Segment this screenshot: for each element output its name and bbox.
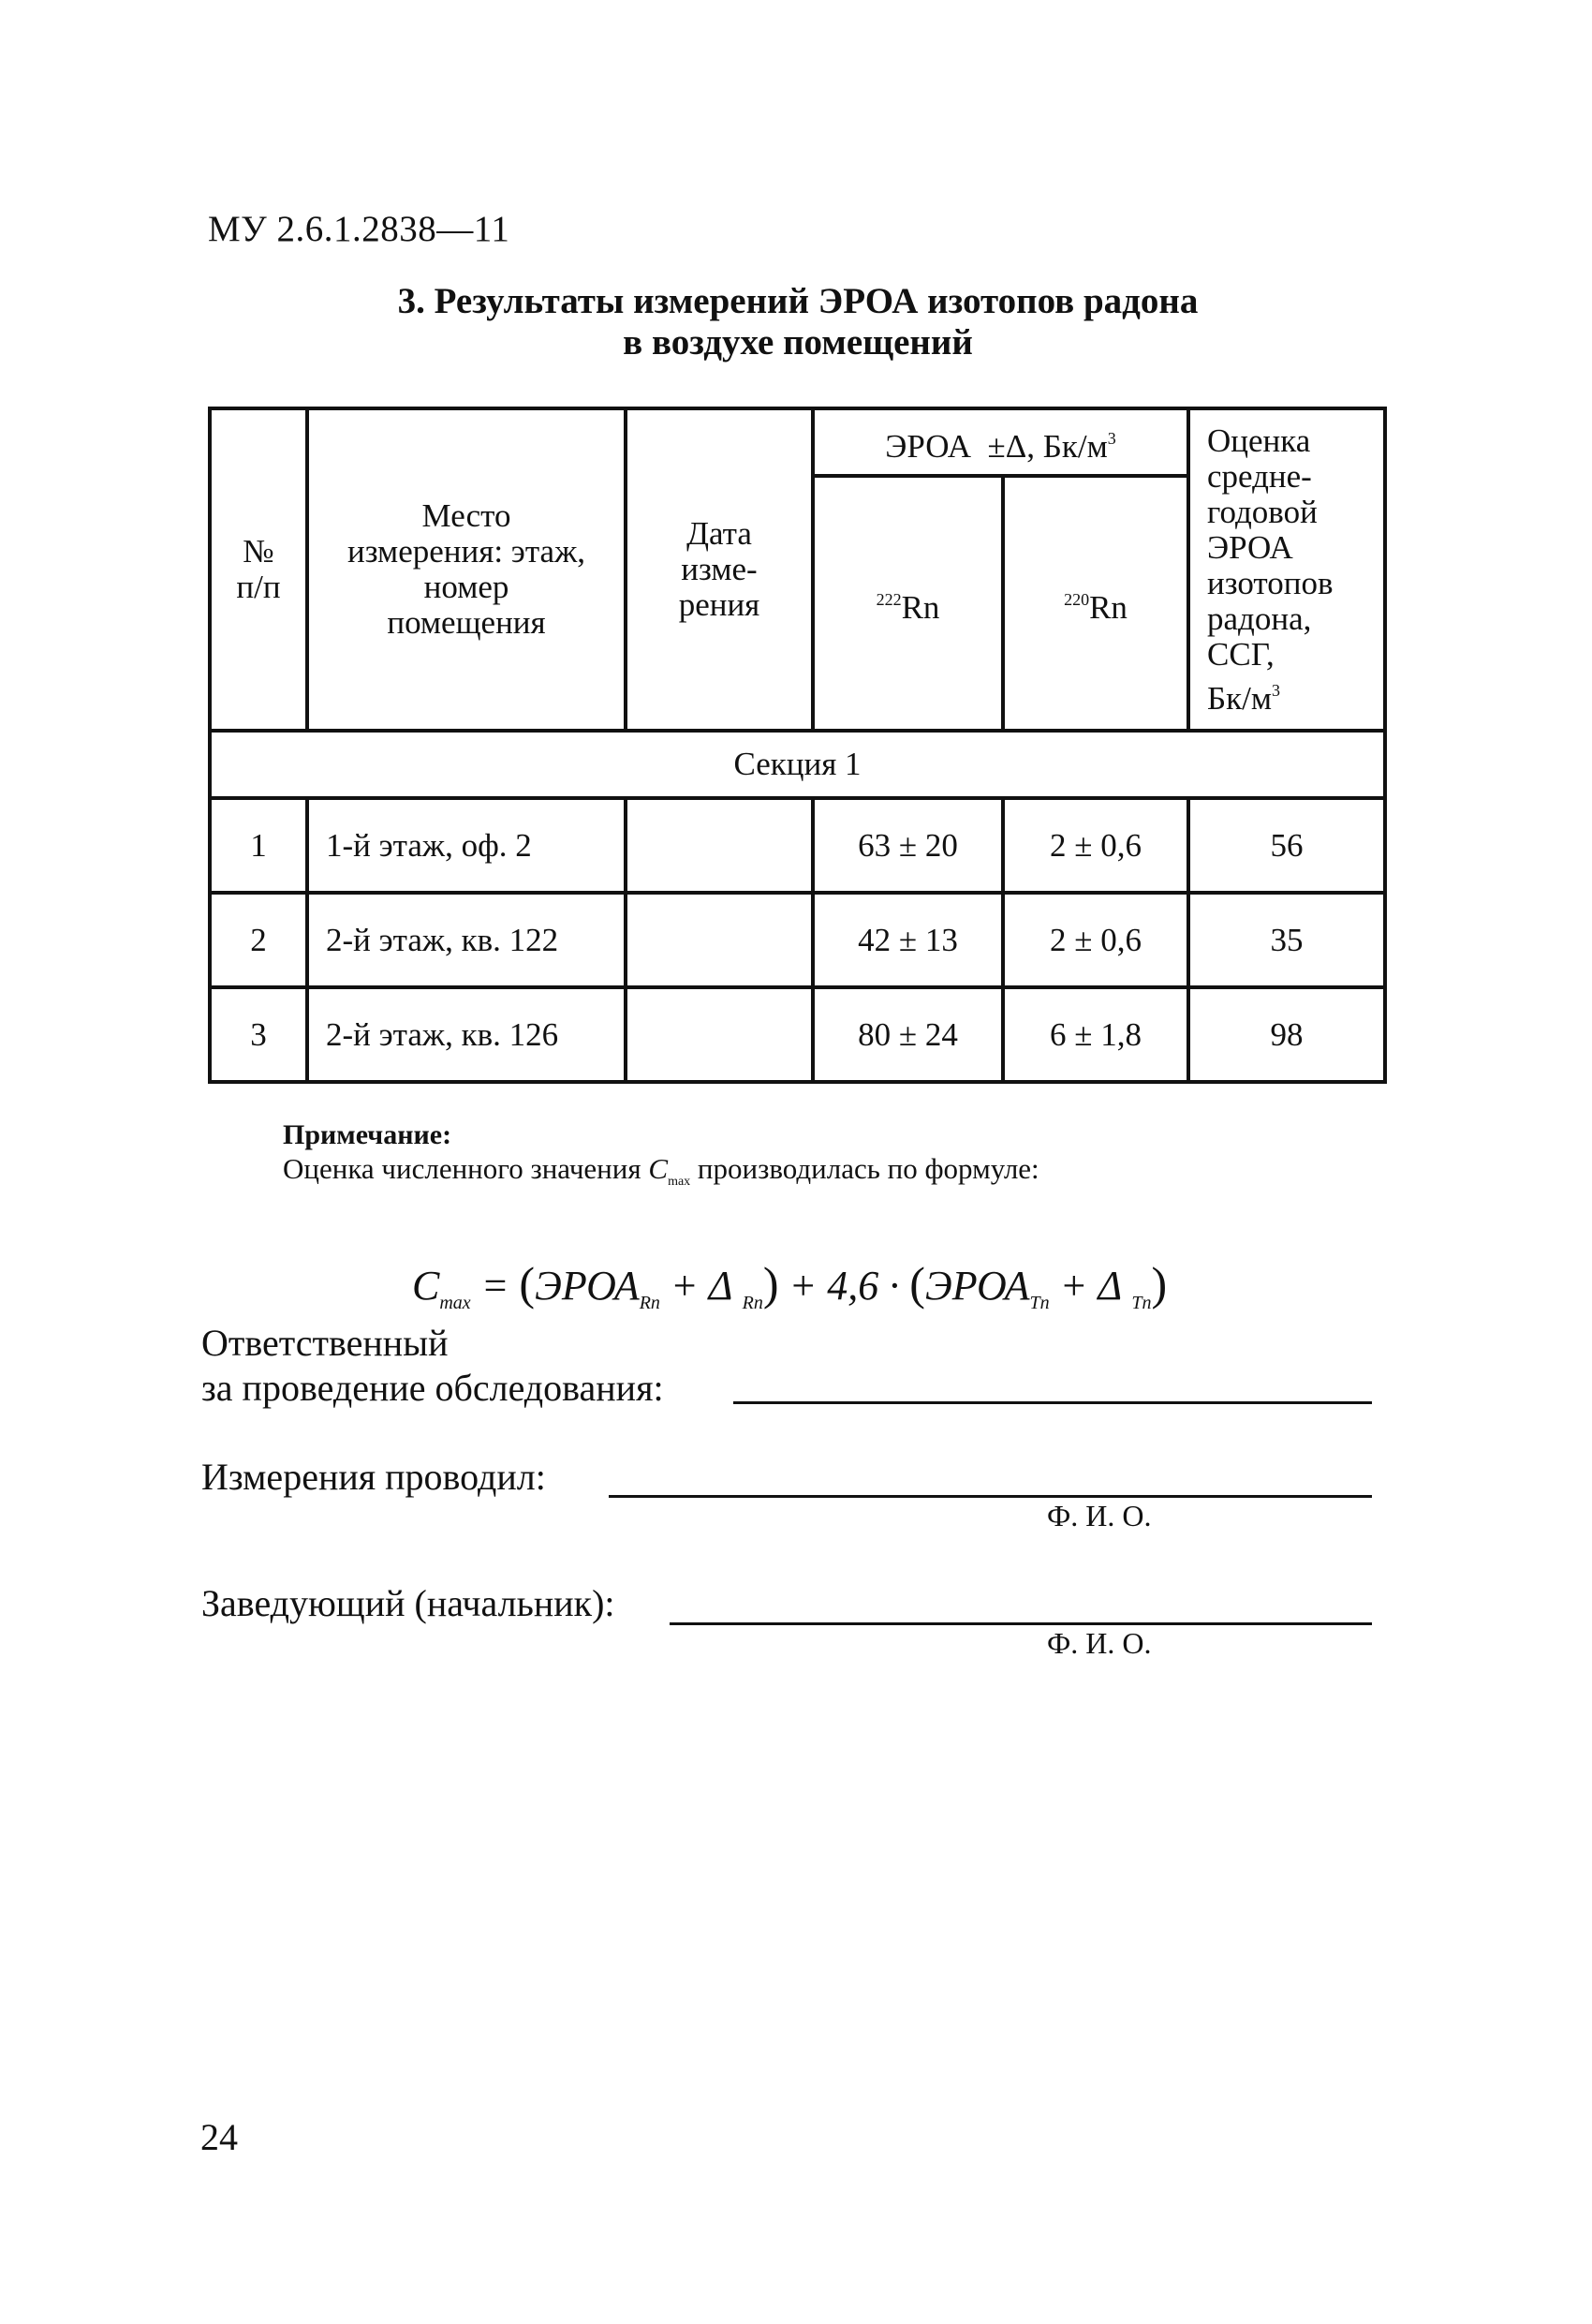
head-label: Заведующий (начальник):: [201, 1582, 615, 1624]
table-row: [210, 798, 1385, 893]
header-date: Дата изме- рения: [626, 408, 813, 731]
responsible-label-line2: за проведение обследования:: [201, 1367, 664, 1409]
header-rn220: $^{220}$Rn: [1003, 476, 1188, 731]
head-signature-line[interactable]: [670, 1622, 1372, 1625]
row-ssg: 56: [1188, 798, 1385, 893]
document-code: МУ 2.6.1.2838—11: [208, 209, 510, 249]
header-number: № п/п: [210, 408, 307, 731]
row-date: [626, 893, 813, 987]
row-rn220: 2 ± 0,6: [1003, 798, 1188, 893]
row-rn222: 42 ± 13: [813, 893, 1003, 987]
header-annual-assessment: Оценка средне- годовой ЭРОА изотопов радона, ССГ, $Бк/м^3$: [1188, 408, 1385, 731]
row-ssg: 35: [1188, 893, 1385, 987]
section-title-line1: 3. Результаты измерений ЭРОА изотопов радона: [397, 281, 1199, 321]
cmax-formula: $C_{max}$ = ($ЭРОА_{Rn} + \Delta$ $_{Rn}) + 4,6 \cdot (ЭРОА_{Tn} + \Delta$ $_{Tn}$): [412, 1257, 1168, 1313]
row-ssg: 98: [1188, 987, 1385, 1082]
table-header-row-1: [210, 408, 1385, 476]
note-text: Оценка численного значения $C_{max}$ производилась по формуле:: [283, 1152, 1039, 1190]
table-row: [210, 987, 1385, 1082]
fio-caption-2: Ф. И. О.: [1047, 1626, 1152, 1660]
row-place: 1-й этаж, оф. 2: [307, 798, 626, 893]
page-number: 24: [200, 2116, 238, 2158]
table-row: [210, 893, 1385, 987]
responsible-label-line1: Ответственный: [201, 1322, 449, 1364]
note-title: Примечание:: [283, 1119, 452, 1150]
row-place: 2-й этаж, кв. 122: [307, 893, 626, 987]
row-rn222: 80 ± 24: [813, 987, 1003, 1082]
row-date: [626, 987, 813, 1082]
results-table: [208, 407, 1387, 1084]
row-number: 1: [210, 798, 307, 893]
responsible-signature-line[interactable]: [733, 1401, 1372, 1404]
measured-by-label: Измерения проводил:: [201, 1456, 546, 1498]
row-rn220: 2 ± 0,6: [1003, 893, 1188, 987]
row-number: 3: [210, 987, 307, 1082]
section-label: Секция 1: [210, 731, 1385, 798]
row-rn220: 6 ± 1,8: [1003, 987, 1188, 1082]
fio-caption-1: Ф. И. О.: [1047, 1499, 1152, 1532]
header-eroa-group: ЭРОА ±Δ, $Бк/м^3$: [813, 408, 1188, 476]
section-title-line2: в воздухе помещений: [623, 322, 973, 363]
row-place: 2-й этаж, кв. 126: [307, 987, 626, 1082]
measured-by-signature-line[interactable]: [609, 1495, 1372, 1498]
row-rn222: 63 ± 20: [813, 798, 1003, 893]
row-number: 2: [210, 893, 307, 987]
section-title: [208, 281, 1388, 363]
row-date: [626, 798, 813, 893]
section-row: [210, 731, 1385, 798]
header-place: Место измерения: этаж, номер помещения: [307, 408, 626, 731]
header-rn222: $^{222}$Rn: [813, 476, 1003, 731]
